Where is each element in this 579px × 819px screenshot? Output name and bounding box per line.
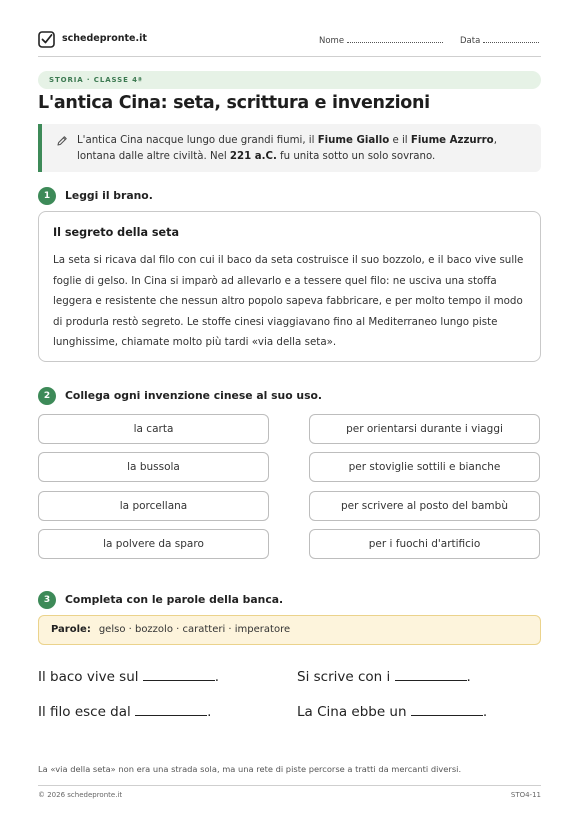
site-logo-text: schedepronte.it	[62, 33, 147, 44]
footnote: La «via della seta» non era una strada sola, ma una rete di piste percorse a tratti da mercanti diversi.	[38, 764, 462, 774]
reading-box	[38, 211, 541, 362]
invention-box[interactable]: la polvere da sparo	[38, 529, 269, 559]
word-bank	[38, 615, 541, 645]
use-box[interactable]: per scrivere al posto del bambù	[309, 491, 540, 521]
use-box[interactable]: per orientarsi durante i viaggi	[309, 414, 540, 444]
fill-sentence: Si scrive con i .	[297, 669, 471, 685]
name-field[interactable]	[319, 35, 443, 46]
subject-badge: STORIA · CLASSE 4ª	[38, 71, 541, 89]
invention-box[interactable]: la carta	[38, 414, 269, 444]
fill-sentence: La Cina ebbe un .	[297, 704, 488, 720]
step-label: Leggi il brano.	[65, 189, 153, 202]
name-line[interactable]	[347, 35, 443, 43]
use-box[interactable]: per i fuochi d'artificio	[309, 529, 540, 559]
use-box[interactable]: per stoviglie sottili e bianche	[309, 452, 540, 482]
invention-box[interactable]: la bussola	[38, 452, 269, 482]
pencil-icon	[56, 135, 68, 147]
page-title: L'antica Cina: seta, scrittura e invenzioni	[38, 93, 430, 113]
answer-blank[interactable]	[411, 704, 483, 716]
reading-text: La seta si ricava dal filo con cui il baco da seta costruisce il suo bozzolo, e il baco vive sulle foglie di gelso. In Cina si imparò ad allevarlo e a tessere quel filo: ne usciva una stoffa leggera e resistente che nessun altro popolo sapeva fabbricare, e per molto tempo il modo di produrla restò segreto. Le stoffe cinesi viaggiavano fino al Mediterraneo lungo piste lunghissime, chiamate molto più tardi «via della seta».	[53, 254, 524, 348]
word-bank-label: Parole:	[51, 624, 91, 635]
checkbox-icon	[38, 31, 55, 48]
fill-sentence: Il baco vive sul .	[38, 669, 220, 685]
answer-blank[interactable]	[395, 669, 467, 681]
intro-text: L'antica Cina nacque lungo due grandi fiumi, il Fiume Giallo e il Fiume Azzurro, lontana dalle altre civiltà. Nel 221 a.C. fu unita sotto un solo sovrano.	[77, 135, 497, 162]
step-label: Collega ogni invenzione cinese al suo uso.	[65, 389, 323, 402]
word-bank-words: gelso · bozzolo · caratteri · imperatore	[98, 624, 291, 635]
step-label: Completa con le parole della banca.	[65, 593, 284, 606]
answer-blank[interactable]	[135, 704, 207, 716]
date-line[interactable]	[483, 35, 539, 43]
page-footer	[38, 785, 541, 801]
intro-box	[38, 124, 541, 172]
step-number: 2	[38, 387, 56, 405]
invention-box[interactable]: la porcellana	[38, 491, 269, 521]
fill-sentence: Il filo esce dal .	[38, 704, 212, 720]
step-number: 3	[38, 591, 56, 609]
reading-title: Il segreto della seta	[53, 226, 180, 239]
step-number: 1	[38, 187, 56, 205]
copyright: © 2026 schedepronte.it	[38, 791, 123, 799]
worksheet-code: STO4-11	[510, 791, 541, 799]
date-field[interactable]	[460, 35, 539, 46]
name-label: Nome	[319, 36, 345, 46]
page-header	[38, 30, 541, 57]
date-label: Data	[460, 36, 481, 46]
answer-blank[interactable]	[143, 669, 215, 681]
